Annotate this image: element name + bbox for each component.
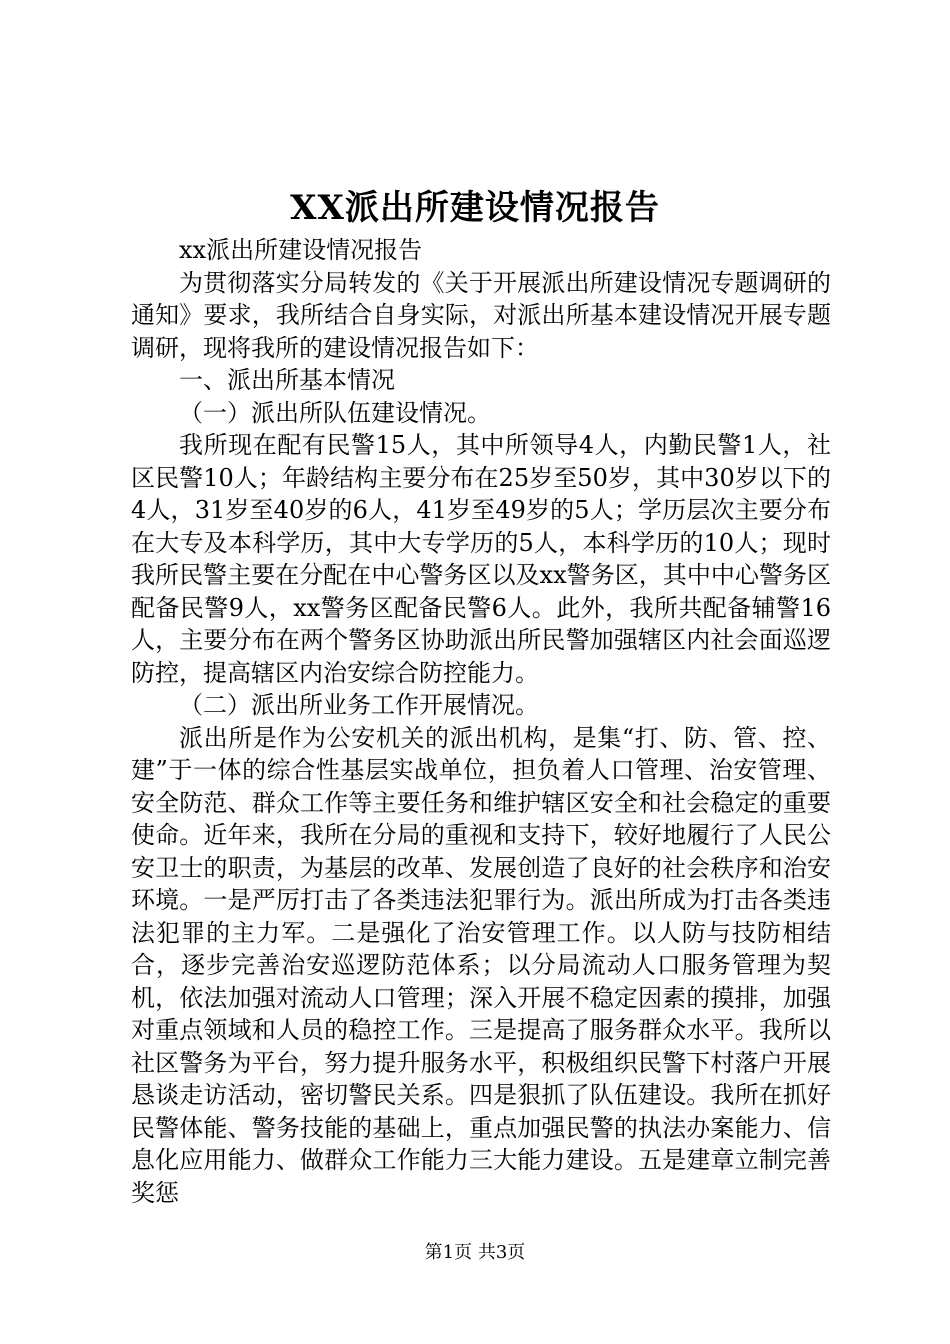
document-body xyxy=(131,234,831,1209)
body-paragraph: 我所现在配有民警15人，其中所领导4人，内勤民警1人，社区民警10人；年龄结构主要分布在25岁至50岁，其中30岁以下的4人，31岁至40岁的6人，41岁至49岁的5人；学历层次主要分布在大专及本科学历，其中大专学历的5人，本科学历的10人；现时我所民警主要在分配在中心警务区以及xx警务区，其中中心警务区配备民警9人，xx警务区配备民警6人。此外，我所共配备辅警16人，主要分布在两个警务区协助派出所民警加强辖区内社会面巡逻防控，提高辖区内治安综合防控能力。 xyxy=(131,431,831,687)
subtitle-paragraph: xx派出所建设情况报告 xyxy=(179,236,423,264)
document-title: XX派出所建设情况报告 xyxy=(290,188,660,228)
section-heading: 一、派出所基本情况 xyxy=(179,366,395,394)
subsection-heading: （一）派出所队伍建设情况。 xyxy=(179,398,491,427)
body-paragraph: 派出所是作为公安机关的派出机构，是集“打、防、管、控、建”于一体的综合性基层实战单位，担负着人口管理、治安管理、安全防范、群众工作等主要任务和维护辖区安全和社会稳定的重要使命。近年来，我所在分局的重视和支持下，较好地履行了人民公安卫士的职责，为基层的改革、发展创造了良好的社会秩序和治安环境。一是严厉打击了各类违法犯罪行为。派出所成为打击各类违法犯罪的主力军。二是强化了治安管理工作。以人防与技防相结合，逐步完善治安巡逻防范体系；以分局流动人口服务管理为契机，依法加强对流动人口管理；深入开展不稳定因素的摸排，加强对重点领域和人员的稳控工作。三是提高了服务群众水平。我所以社区警务为平台，努力提升服务水平，积极组织民警下村落户开展恳谈走访活动，密切警民关系。四是狠抓了队伍建设。我所在抓好民警体能、警务技能的基础上，重点加强民警的执法办案能力、信息化应用能力、做群众工作能力三大能力建设。五是建章立制完善奖惩 xyxy=(131,723,831,1207)
page-number: 第1页 共3页 xyxy=(424,1242,526,1263)
subsection-heading: （二）派出所业务工作开展情况。 xyxy=(179,691,539,719)
intro-paragraph: 为贯彻落实分局转发的《关于开展派出所建设情况专题调研的通知》要求，我所结合自身实际，对派出所基本建设情况开展专题调研，现将我所的建设情况报告如下： xyxy=(131,268,831,362)
